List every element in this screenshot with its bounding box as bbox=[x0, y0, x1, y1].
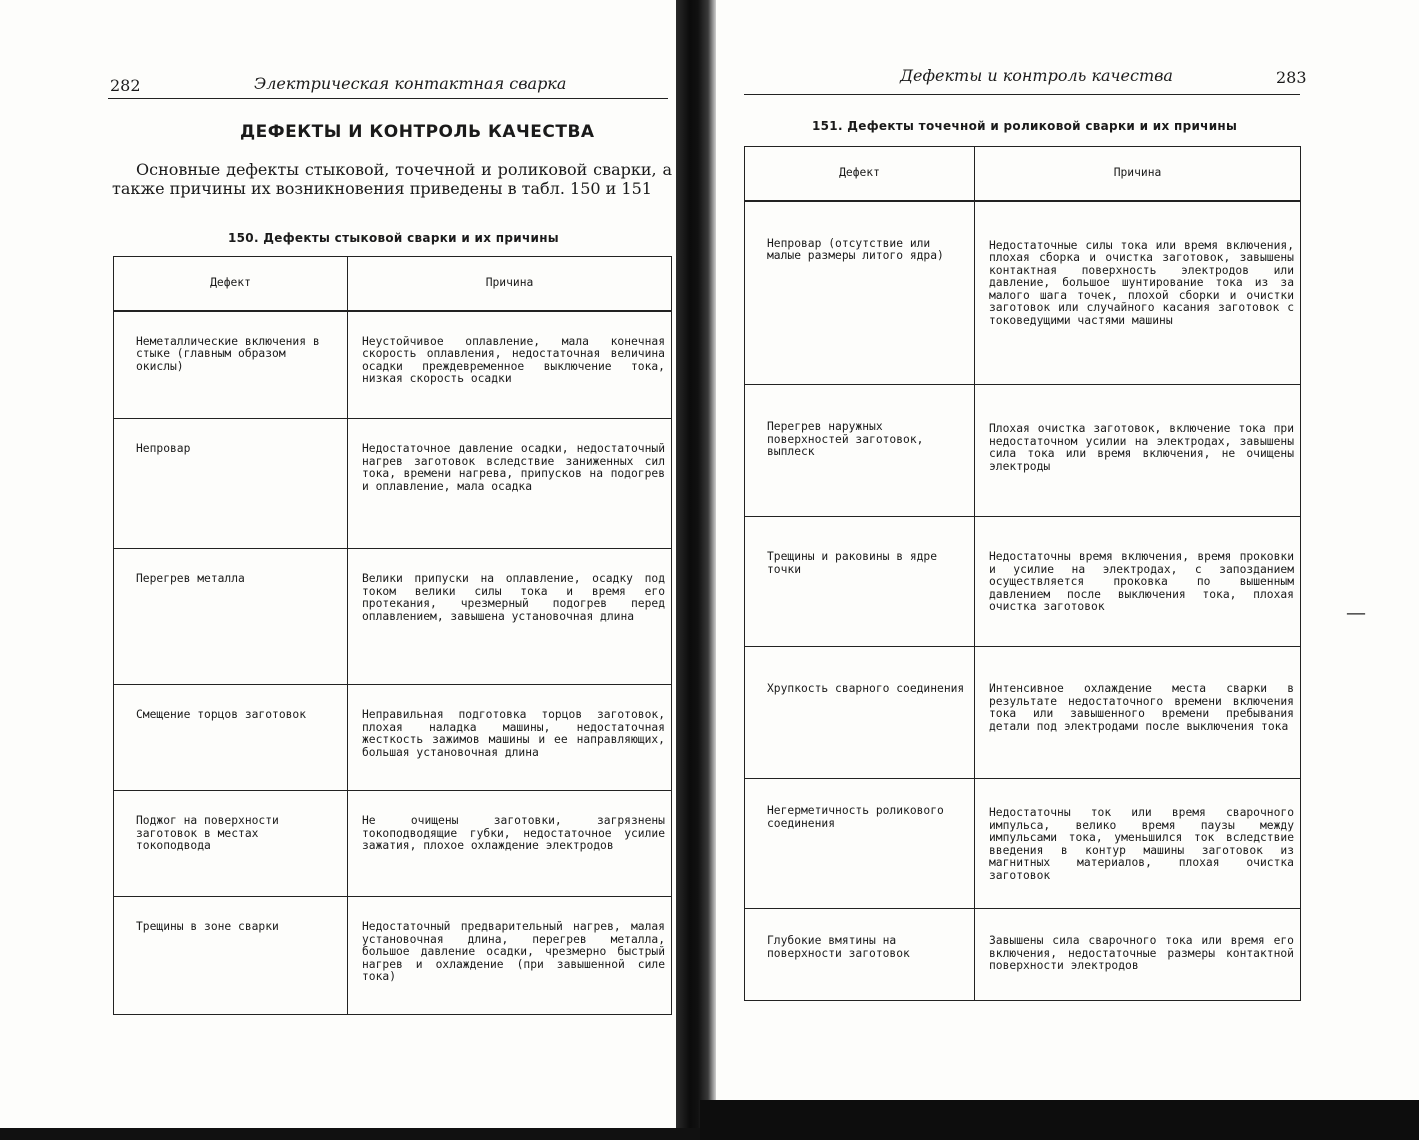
left-running-title: Электрическая контактная сварка bbox=[254, 74, 567, 93]
table-151-header-cause: Причина bbox=[975, 147, 1301, 201]
defect-cell: Трещины в зоне сварки bbox=[114, 897, 348, 1015]
table-150-header-defect: Дефект bbox=[114, 257, 348, 311]
cause-cell: Неустойчивое оплавление, мала конечная скорость оплавления, недостаточная величина осадки преждевременное выключение тока, низкая скорость осадки bbox=[348, 311, 672, 419]
cause-cell: Недостаточный предварительный нагрев, малая установочная длина, перегрев металла, большое давление осадки, чрезмерно быстрый нагрев и охлаждение (при завышенной силе тока) bbox=[348, 897, 672, 1015]
left-header-rule bbox=[108, 98, 668, 99]
right-page-number: 283 bbox=[1276, 68, 1307, 87]
table-150-row bbox=[114, 685, 672, 791]
left-page-number: 282 bbox=[110, 76, 141, 95]
book-gutter bbox=[676, 0, 716, 1140]
intro-paragraph: Основные дефекты стыковой, точечной и роликовой сварки, а также причины их возникновения приведены в табл. 150 и 151 bbox=[112, 160, 672, 198]
right-running-title: Дефекты и контроль качества bbox=[900, 66, 1173, 85]
right-page bbox=[716, 0, 1419, 1100]
cause-cell: Недостаточные силы тока или время включения, плохая сборка и очистка заготовок, завышены контактная поверхность электродов или давление, большое шунтирование тока из за малого шага точек, плохой сборки и очистки заготовок или случайного касания заготовок с токоведущими частями машины bbox=[975, 201, 1301, 385]
defect-cell: Неметаллические включения в стыке (главным образом окислы) bbox=[114, 311, 348, 419]
defect-cell: Глубокие вмятины на поверхности заготовок bbox=[745, 909, 975, 1001]
defect-cell: Негерметичность роликового соединения bbox=[745, 779, 975, 909]
table-151-row bbox=[745, 909, 1301, 1001]
table-150-caption: 150. Дефекты стыковой сварки и их причины bbox=[228, 231, 559, 245]
cause-cell: Завышены сила сварочного тока или время его включения, недостаточные размеры контактной поверхности электродов bbox=[975, 909, 1301, 1001]
table-151-row bbox=[745, 517, 1301, 647]
cause-cell: Плохая очистка заготовок, включение тока при недостаточном усилии на электродах, завышены сила тока или время включения, не очищены электроды bbox=[975, 385, 1301, 517]
defect-cell: Трещины и раковины в ядре точки bbox=[745, 517, 975, 647]
table-150-header-cause: Причина bbox=[348, 257, 672, 311]
cause-cell: Неправильная подготовка торцов заготовок, плохая наладка машины, недостаточная жесткость зажимов машины и ее направляющих, большая установочная длина bbox=[348, 685, 672, 791]
section-title: ДЕФЕКТЫ И КОНТРОЛЬ КАЧЕСТВА bbox=[240, 122, 595, 142]
table-151-row bbox=[745, 201, 1301, 385]
cause-cell: Недостаточны время включения, время проковки и усилие на электродах, с запозданием осуществляется проковка по вышенным давлением после выключения тока, плохая очистка заготовок bbox=[975, 517, 1301, 647]
table-150-row bbox=[114, 897, 672, 1015]
table-151-row bbox=[745, 647, 1301, 779]
defect-cell: Непровар bbox=[114, 419, 348, 549]
table-151-row bbox=[745, 385, 1301, 517]
table-151-header-defect: Дефект bbox=[745, 147, 975, 201]
table-150-row bbox=[114, 311, 672, 419]
table-151 bbox=[744, 146, 1301, 1001]
defect-cell: Смещение торцов заготовок bbox=[114, 685, 348, 791]
margin-mark: — bbox=[1346, 600, 1366, 624]
cause-cell: Недостаточное давление осадки, недостаточный нагрев заготовок вследствие заниженных сил тока, времени нагрева, припусков на подогрев и оплавление, мала осадка bbox=[348, 419, 672, 549]
table-150-row bbox=[114, 419, 672, 549]
cause-cell: Недостаточны ток или время сварочного импульса, велико время паузы между импульсами тока, уменьшился ток вследствие введения в контур машины заготовок из магнитных материалов, плохая очистка заготовок bbox=[975, 779, 1301, 909]
defect-cell: Поджог на поверхности заготовок в местах токоподвода bbox=[114, 791, 348, 897]
table-151-row bbox=[745, 779, 1301, 909]
left-page bbox=[0, 0, 676, 1140]
defect-cell: Непровар (отсутствие или малые размеры литого ядра) bbox=[745, 201, 975, 385]
right-header-rule bbox=[744, 94, 1300, 95]
table-150-row bbox=[114, 549, 672, 685]
defect-cell: Перегрев металла bbox=[114, 549, 348, 685]
table-151-caption: 151. Дефекты точечной и роликовой сварки и их причины bbox=[812, 119, 1238, 133]
cause-cell: Интенсивное охлаждение места сварки в результате недостаточного времени включения тока или завышенного времени пребывания детали под электродами после выключения тока bbox=[975, 647, 1301, 779]
defect-cell: Хрупкость сварного соединения bbox=[745, 647, 975, 779]
cause-cell: Не очищены заготовки, загрязнены токоподводящие губки, недостаточное усилие зажатия, плохое охлаждение электродов bbox=[348, 791, 672, 897]
table-150-row bbox=[114, 791, 672, 897]
scan-edge-shadow bbox=[0, 1128, 700, 1140]
defect-cell: Перегрев наружных поверхностей заготовок, выплеск bbox=[745, 385, 975, 517]
table-150 bbox=[113, 256, 672, 1015]
cause-cell: Велики припуски на оплавление, осадку под током велики силы тока и время его протекания, чрезмерный подогрев перед оплавлением, завышена установочная длина bbox=[348, 549, 672, 685]
scan-edge-shadow bbox=[700, 1100, 1419, 1140]
